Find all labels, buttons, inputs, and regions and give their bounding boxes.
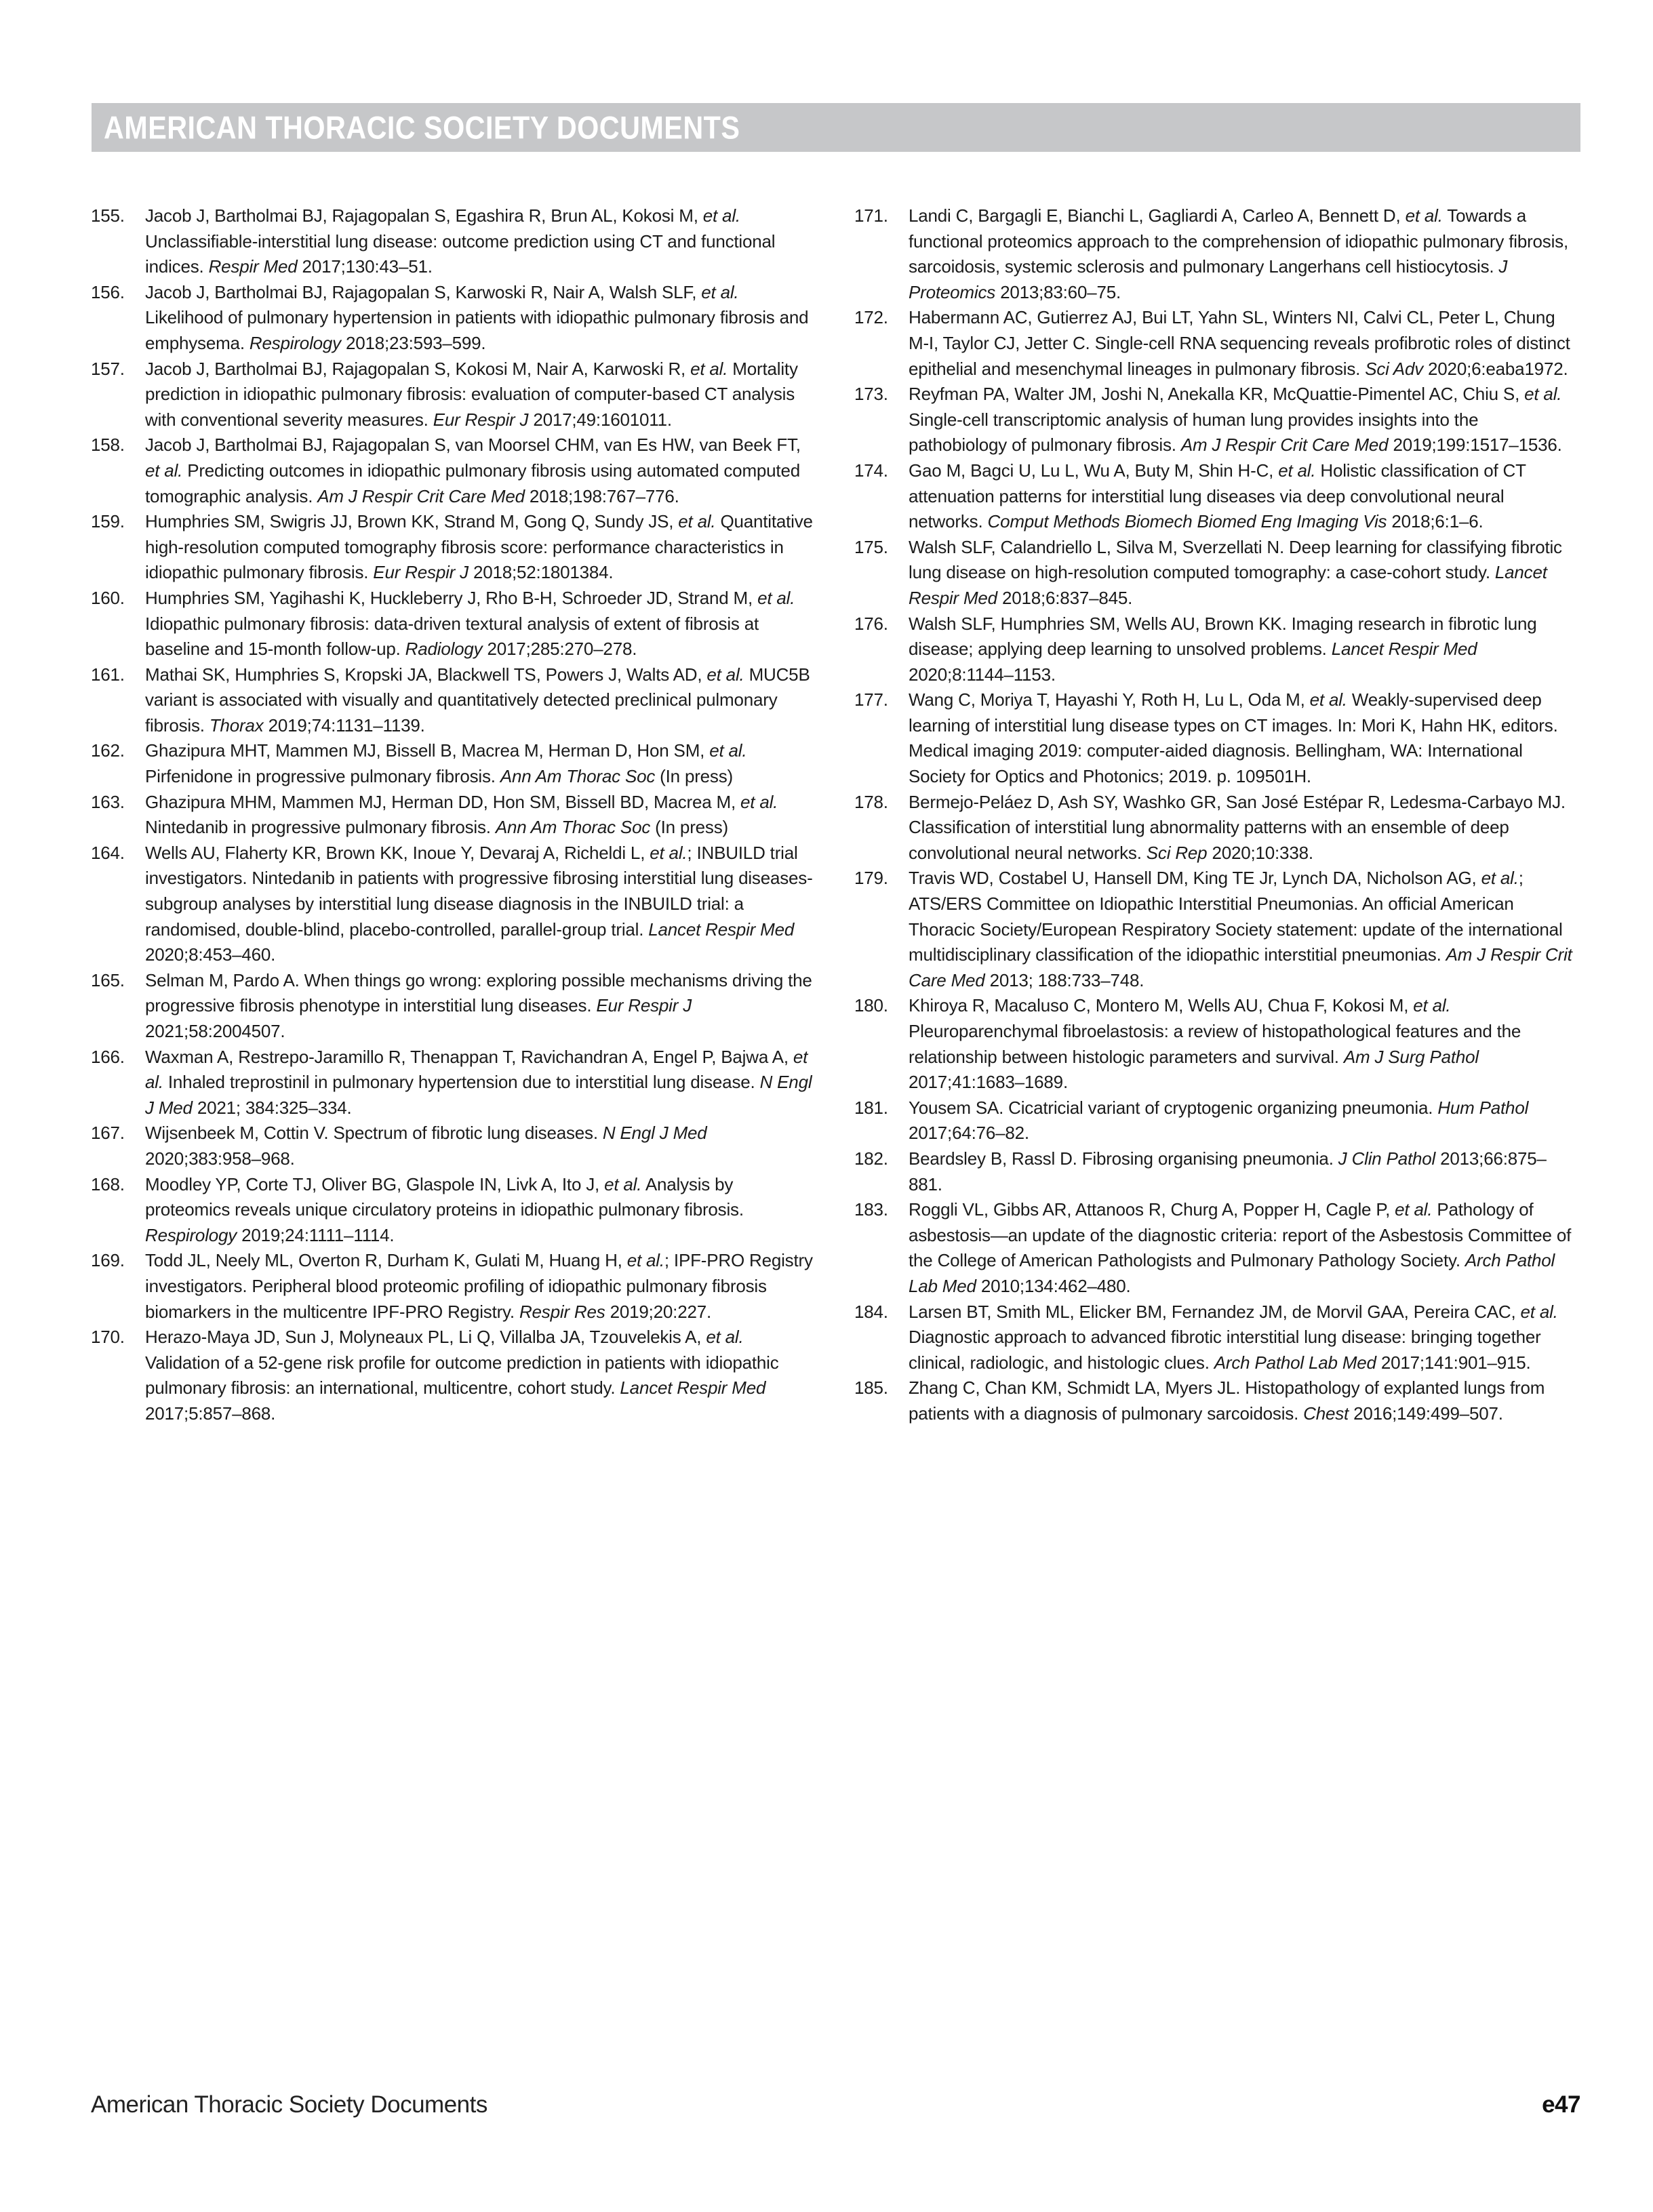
reference-number: 170. bbox=[91, 1327, 125, 1348]
references-columns bbox=[91, 203, 1580, 1427]
reference-item bbox=[91, 738, 816, 789]
reference-item bbox=[854, 790, 1580, 866]
reference-number: 155. bbox=[91, 205, 125, 226]
reference-text: Mathai SK, Humphries S, Kropski JA, Blackwell TS, Powers J, Walts AD, et al. MUC5B variant is associated with visually and quantitatively detected preclinical pulmonary fibrosis. Thorax 2019;74:1131–1139. bbox=[145, 664, 810, 736]
reference-number: 159. bbox=[91, 511, 125, 532]
reference-number: 180. bbox=[854, 995, 888, 1016]
reference-text: Jacob J, Bartholmai BJ, Rajagopalan S, Karwoski R, Nair A, Walsh SLF, et al. Likelihood of pulmonary hypertension in patients with idiopathic pulmonary fibrosis and emphysema. Respirology 2018;23:593–599. bbox=[145, 281, 809, 353]
footer-page-number: e47 bbox=[1542, 2091, 1580, 2118]
reference-number: 183. bbox=[854, 1199, 888, 1220]
reference-number: 164. bbox=[91, 842, 125, 863]
reference-number: 167. bbox=[91, 1123, 125, 1144]
reference-number: 158. bbox=[91, 435, 125, 456]
reference-text: Gao M, Bagci U, Lu L, Wu A, Buty M, Shin H-C, et al. Holistic classification of CT attenuation patterns for interstitial lung diseases via deep convolutional neural networks. Comput Methods Biomech Biomed Eng Imaging Vis 2018;6:1–6. bbox=[909, 460, 1526, 532]
reference-text: Selman M, Pardo A. When things go wrong: exploring possible mechanisms driving the progressive fibrosis phenotype in interstitial lung diseases. Eur Respir J 2021;58:2004507. bbox=[145, 969, 812, 1041]
reference-number: 156. bbox=[91, 281, 125, 302]
reference-item bbox=[91, 841, 816, 968]
reference-text: Beardsley B, Rassl D. Fibrosing organising pneumonia. J Clin Pathol 2013;66:875–881. bbox=[909, 1148, 1547, 1194]
reference-item bbox=[91, 968, 816, 1045]
reference-text: Zhang C, Chan KM, Schmidt LA, Myers JL. Histopathology of explanted lungs from patients with a diagnosis of pulmonary sarcoidosis. Chest 2016;149:499–507. bbox=[909, 1378, 1545, 1424]
reference-item bbox=[854, 1375, 1580, 1426]
reference-number: 181. bbox=[854, 1097, 888, 1118]
reference-item bbox=[854, 1197, 1580, 1299]
reference-item bbox=[854, 203, 1580, 305]
reference-text: Walsh SLF, Humphries SM, Wells AU, Brown KK. Imaging research in fibrotic lung disease; applying deep learning to unsolved problems. Lancet Respir Med 2020;8:1144–1153. bbox=[909, 613, 1537, 685]
reference-number: 175. bbox=[854, 536, 888, 557]
reference-item bbox=[854, 993, 1580, 1095]
reference-text: Wijsenbeek M, Cottin V. Spectrum of fibrotic lung diseases. N Engl J Med 2020;383:958–968. bbox=[145, 1123, 707, 1169]
reference-text: Larsen BT, Smith ML, Elicker BM, Fernandez JM, de Morvil GAA, Pereira CAC, et al. Diagnostic approach to advanced fibrotic interstitial lung disease: bringing together clinical, radiologic, and histologic clues. Arch Pathol Lab Med 2017;141:901–915. bbox=[909, 1301, 1558, 1373]
reference-text: Herazo-Maya JD, Sun J, Molyneaux PL, Li Q, Villalba JA, Tzouvelekis A, et al. Validation of a 52-gene risk profile for outcome prediction in patients with idiopathic pulmonary fibrosis: an international, multicentre, cohort study. Lancet Respir Med 2017;5:857–868. bbox=[145, 1327, 779, 1424]
reference-item bbox=[854, 458, 1580, 535]
reference-item bbox=[854, 1300, 1580, 1376]
page-header-title: AMERICAN THORACIC SOCIETY DOCUMENTS bbox=[104, 109, 740, 146]
reference-number: 173. bbox=[854, 384, 888, 405]
reference-item bbox=[854, 687, 1580, 789]
reference-number: 184. bbox=[854, 1301, 888, 1322]
reference-text: Jacob J, Bartholmai BJ, Rajagopalan S, Egashira R, Brun AL, Kokosi M, et al. Unclassifiable-interstitial lung disease: outcome prediction using CT and functional indices. Respir Med 2017;130:43–51. bbox=[145, 205, 776, 277]
reference-item bbox=[91, 1121, 816, 1171]
reference-text: Humphries SM, Swigris JJ, Brown KK, Strand M, Gong Q, Sundy JS, et al. Quantitative high-resolution computed tomography fibrosis score: performance characteristics in idiopathic pulmonary fibrosis. Eur Respir J 2018;52:1801384. bbox=[145, 511, 813, 583]
reference-number: 169. bbox=[91, 1250, 125, 1271]
reference-text: Jacob J, Bartholmai BJ, Rajagopalan S, Kokosi M, Nair A, Karwoski R, et al. Mortality prediction in idiopathic pulmonary fibrosis: evaluation of computer-based CT analysis with conventional severity measures. Eur Respir J 2017;49:1601011. bbox=[145, 358, 798, 430]
reference-item bbox=[854, 611, 1580, 688]
reference-text: Ghazipura MHT, Mammen MJ, Bissell B, Macrea M, Herman D, Hon SM, et al. Pirfenidone in progressive pulmonary fibrosis. Ann Am Thorac Soc (In press) bbox=[145, 740, 747, 787]
reference-number: 160. bbox=[91, 587, 125, 608]
reference-item bbox=[91, 790, 816, 841]
reference-text: Wells AU, Flaherty KR, Brown KK, Inoue Y, Devaraj A, Richeldi L, et al.; INBUILD trial investigators. Nintedanib in patients with progressive fibrosing interstitial lung diseases-subgroup analyses by interstitial lung disease diagnosis in the INBUILD trial: a randomised, double-blind, placebo-controlled, parallel-group trial. Lancet Respir Med 2020;8:453–460. bbox=[145, 842, 813, 965]
reference-item bbox=[854, 305, 1580, 382]
reference-text: Landi C, Bargagli E, Bianchi L, Gagliardi A, Carleo A, Bennett D, et al. Towards a functional proteomics approach to the comprehension of idiopathic pulmonary fibrosis, sarcoidosis, systemic sclerosis and pulmonary Langerhans cell histiocytosis. J Proteomics 2013;83:60–75. bbox=[909, 205, 1568, 302]
reference-text: Todd JL, Neely ML, Overton R, Durham K, Gulati M, Huang H, et al.; IPF-PRO Registry investigators. Peripheral blood proteomic profiling of idiopathic pulmonary fibrosis biomarkers in the multicentre IPF-PRO Registry. Respir Res 2019;20:227. bbox=[145, 1250, 813, 1322]
reference-item bbox=[91, 509, 816, 586]
page-footer bbox=[91, 2091, 1580, 2118]
reference-text: Travis WD, Costabel U, Hansell DM, King TE Jr, Lynch DA, Nicholson AG, et al.; ATS/ERS Committee on Idiopathic Interstitial Pneumonias. An official American Thoracic Society/European Respiratory Society statement: update of the international multidisciplinary classification of the idiopathic interstitial pneumonias. Am J Respir Crit Care Med 2013; 188:733–748. bbox=[909, 868, 1572, 990]
reference-item bbox=[91, 357, 816, 433]
reference-text: Reyfman PA, Walter JM, Joshi N, Anekalla KR, McQuattie-Pimentel AC, Chiu S, et al. Single-cell transcriptomic analysis of human lung provides insights into the pathobiology of pulmonary fibrosis. Am J Respir Crit Care Med 2019;199:1517–1536. bbox=[909, 384, 1562, 456]
reference-item bbox=[854, 866, 1580, 993]
reference-item bbox=[91, 1325, 816, 1426]
reference-number: 171. bbox=[854, 205, 888, 226]
reference-text: Wang C, Moriya T, Hayashi Y, Roth H, Lu L, Oda M, et al. Weakly-supervised deep learning of interstitial lung disease types on CT images. In: Mori K, Hahn HK, editors. Medical imaging 2019: computer-aided diagnosis. Bellingham, WA: International Society for Optics and Photonics; 2019. p. 109501H. bbox=[909, 689, 1558, 787]
reference-text: Waxman A, Restrepo-Jaramillo R, Thenappan T, Ravichandran A, Engel P, Bajwa A, et al. Inhaled treprostinil in pulmonary hypertension due to interstitial lung disease. N Engl J Med 2021; 384:325–334. bbox=[145, 1046, 812, 1118]
reference-item bbox=[854, 535, 1580, 611]
reference-item bbox=[91, 662, 816, 739]
reference-text: Ghazipura MHM, Mammen MJ, Herman DD, Hon SM, Bissell BD, Macrea M, et al. Nintedanib in progressive pulmonary fibrosis. Ann Am Thorac Soc (In press) bbox=[145, 791, 778, 838]
reference-number: 177. bbox=[854, 689, 888, 710]
reference-item bbox=[91, 433, 816, 509]
reference-item bbox=[91, 1172, 816, 1249]
reference-number: 157. bbox=[91, 358, 125, 379]
reference-number: 172. bbox=[854, 307, 888, 328]
footer-journal-title: American Thoracic Society Documents bbox=[91, 2091, 487, 2118]
reference-text: Yousem SA. Cicatricial variant of cryptogenic organizing pneumonia. Hum Pathol 2017;64:76–82. bbox=[909, 1097, 1529, 1144]
reference-text: Humphries SM, Yagihashi K, Huckleberry J, Rho B-H, Schroeder JD, Strand M, et al. Idiopathic pulmonary fibrosis: data-driven textural analysis of extent of fibrosis at baseline and 15-month follow-up. Radiology 2017;285:270–278. bbox=[145, 587, 795, 660]
section-header-bar bbox=[92, 103, 1580, 152]
reference-text: Walsh SLF, Calandriello L, Silva M, Sverzellati N. Deep learning for classifying fibrotic lung disease on high-resolution computed tomography: a case-cohort study. Lancet Respir Med 2018;6:837–845. bbox=[909, 536, 1562, 608]
reference-item bbox=[91, 1045, 816, 1121]
reference-number: 174. bbox=[854, 460, 888, 481]
reference-item bbox=[91, 280, 816, 357]
reference-number: 178. bbox=[854, 791, 888, 812]
reference-number: 168. bbox=[91, 1173, 125, 1194]
reference-number: 182. bbox=[854, 1148, 888, 1169]
references-column-left bbox=[91, 203, 816, 1427]
reference-item bbox=[854, 382, 1580, 458]
reference-number: 163. bbox=[91, 791, 125, 812]
reference-item bbox=[91, 586, 816, 662]
reference-number: 165. bbox=[91, 969, 125, 990]
reference-item bbox=[91, 203, 816, 280]
reference-item bbox=[91, 1248, 816, 1325]
reference-item bbox=[854, 1146, 1580, 1197]
reference-text: Moodley YP, Corte TJ, Oliver BG, Glaspole IN, Livk A, Ito J, et al. Analysis by proteomics reveals unique circulatory proteins in idiopathic pulmonary fibrosis. Respirology 2019;24:1111–1114. bbox=[145, 1173, 744, 1245]
reference-text: Khiroya R, Macaluso C, Montero M, Wells AU, Chua F, Kokosi M, et al. Pleuroparenchymal fibroelastosis: a review of histopathological features and the relationship between histologic parameters and survival. Am J Surg Pathol 2017;41:1683–1689. bbox=[909, 995, 1521, 1093]
reference-text: Habermann AC, Gutierrez AJ, Bui LT, Yahn SL, Winters NI, Calvi CL, Peter L, Chung M-I, Taylor CJ, Jetter C. Single-cell RNA sequencing reveals profibrotic roles of distinct epithelial and mesenchymal lineages in pulmonary fibrosis. Sci Adv 2020;6:eaba1972. bbox=[909, 307, 1570, 379]
reference-text: Jacob J, Bartholmai BJ, Rajagopalan S, van Moorsel CHM, van Es HW, van Beek FT, et al. Predicting outcomes in idiopathic pulmonary fibrosis using automated computed tomographic analysis. Am J Respir Crit Care Med 2018;198:767–776. bbox=[145, 435, 801, 506]
reference-number: 185. bbox=[854, 1378, 888, 1399]
reference-number: 176. bbox=[854, 613, 888, 634]
reference-text: Roggli VL, Gibbs AR, Attanoos R, Churg A, Popper H, Cagle P, et al. Pathology of asbestosis—an update of the diagnostic criteria: report of the Asbestosis Committee of the College of American Pathologists and Pulmonary Pathology Society. Arch Pathol Lab Med 2010;134:462–480. bbox=[909, 1199, 1572, 1296]
reference-number: 179. bbox=[854, 868, 888, 889]
reference-number: 166. bbox=[91, 1046, 125, 1067]
reference-number: 161. bbox=[91, 664, 125, 685]
reference-item bbox=[854, 1095, 1580, 1146]
reference-text: Bermejo-Peláez D, Ash SY, Washko GR, San José Estépar R, Ledesma-Carbayo MJ. Classification of interstitial lung abnormality patterns with an ensemble of deep convolutional neural networks. Sci Rep 2020;10:338. bbox=[909, 791, 1566, 863]
reference-number: 162. bbox=[91, 740, 125, 761]
references-column-right bbox=[854, 203, 1580, 1427]
